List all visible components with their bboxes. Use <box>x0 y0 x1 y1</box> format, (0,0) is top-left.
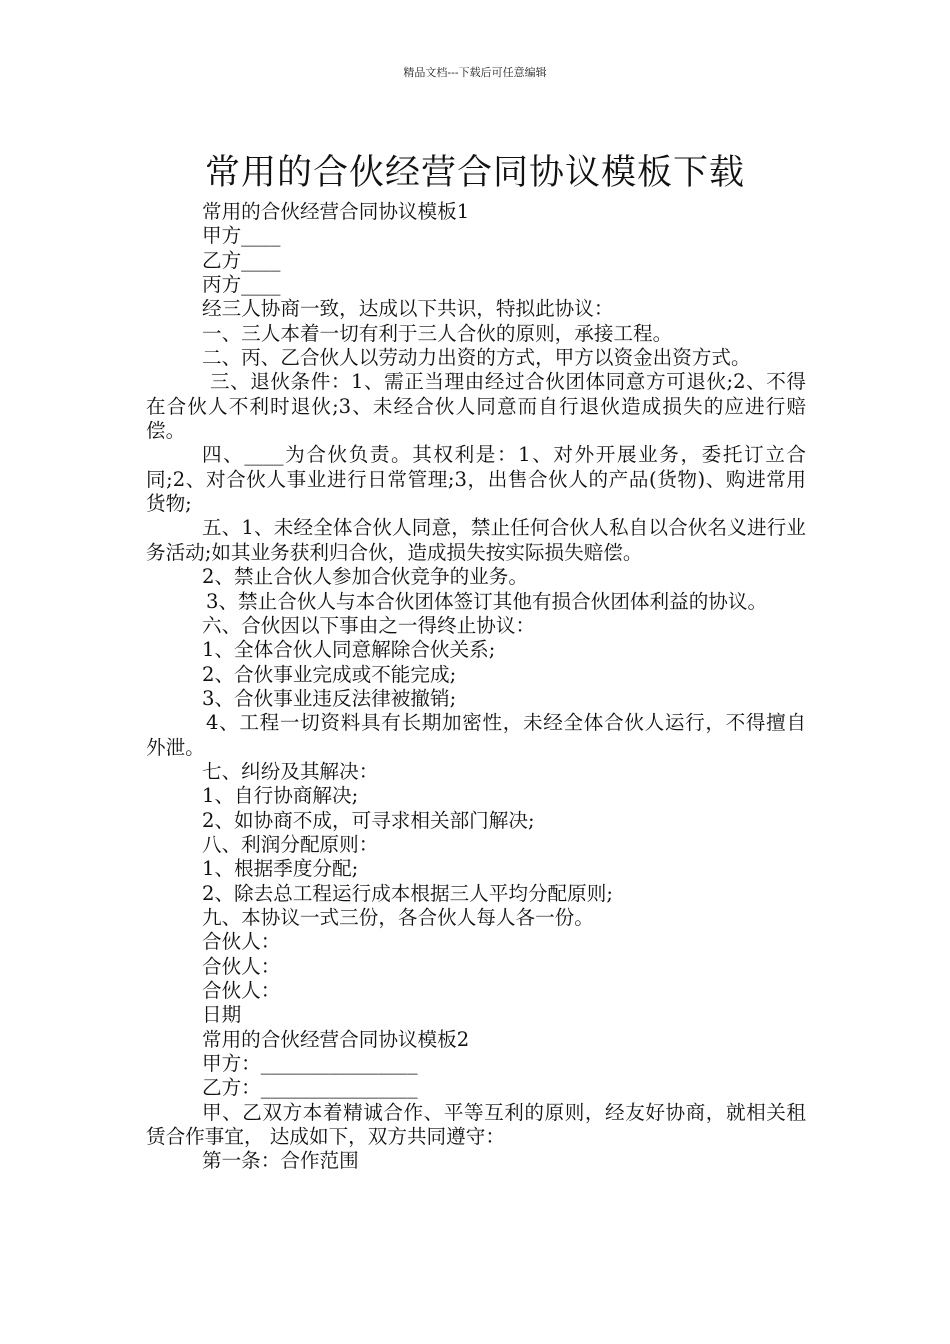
sub-clause: 1、自行协商解决; <box>202 784 359 808</box>
paragraph: 甲、乙双方本着精诚合作、平等互利的原则，经友好协商，就相关租赁合作事宜， 达成如下，双方共同遵守： <box>146 1100 806 1149</box>
clause: 七、纠纷及其解决： <box>202 759 379 783</box>
date-line: 日期 <box>202 1003 242 1027</box>
article-heading: 第一条：合作范围 <box>202 1149 359 1173</box>
clause: 六、合伙因以下事由之一得终止协议： <box>202 613 536 637</box>
document-body <box>146 200 806 1174</box>
sub-clause: 3、禁止合伙人与本合伙团体签订其他有损合伙团体利益的协议。 <box>206 589 768 613</box>
section-heading: 常用的合伙经营合同协议模板1 <box>202 200 470 223</box>
party-line: 乙方____ <box>202 248 281 272</box>
sub-clause: 4、工程一切资料具有长期加密性，未经全体合伙人运行，不得擅自外泄。 <box>146 711 806 759</box>
party-line: 乙方：________________ <box>202 1076 418 1100</box>
sub-clause: 2、除去总工程运行成本根据三人平均分配原则; <box>202 881 613 905</box>
party-line: 甲方：________________ <box>202 1052 418 1076</box>
sub-clause: 2、如协商不成，可寻求相关部门解决; <box>202 808 535 832</box>
sub-clause: 1、全体合伙人同意解除合伙关系; <box>202 638 496 662</box>
clause: 二、丙、乙合伙人以劳动力出资的方式，甲方以资金出资方式。 <box>202 346 751 370</box>
signature-line: 合伙人： <box>202 930 281 954</box>
page-header: 精品文档---下载后可任意编辑 <box>403 66 547 79</box>
document-title: 常用的合伙经营合同协议模板下载 <box>204 153 745 194</box>
signature-line: 合伙人： <box>202 954 281 978</box>
signature-line: 合伙人： <box>202 979 281 1002</box>
clause: 五、1、未经全体合伙人同意，禁止任何合伙人私自以合伙名义进行业务活动;如其业务获利归合伙，造成损失按实际损失赔偿。 <box>146 516 806 564</box>
party-line: 甲方____ <box>202 224 281 248</box>
sub-clause: 2、合伙事业完成或不能完成; <box>202 662 457 686</box>
sub-clause: 3、合伙事业违反法律被撤销; <box>202 686 457 710</box>
party-line: 丙方____ <box>202 273 281 297</box>
clause: 一、三人本着一切有利于三人合伙的原则，承接工程。 <box>202 321 673 345</box>
sub-clause: 1、根据季度分配; <box>202 857 359 881</box>
sub-clause: 2、禁止合伙人参加合伙竞争的业务。 <box>202 565 528 589</box>
clause: 四、____为合伙负责。其权利是：1、对外开展业务，委托订立合同;2、对合伙人事业进行日常管理;3，出售合伙人的产品(货物)、购进常用货物; <box>146 443 806 516</box>
clause: 九、本协议一式三份，各合伙人每人各一份。 <box>202 905 594 929</box>
clause: 八、利润分配原则： <box>202 832 379 856</box>
section-heading: 常用的合伙经营合同协议模板2 <box>202 1027 470 1051</box>
clause: 三、退伙条件：1、需正当理由经过合伙团体同意方可退伙;2、不得在合伙人不利时退伙;3、未经合伙人同意而自行退伙造成损失的应进行赔偿。 <box>146 370 806 443</box>
paragraph: 经三人协商一致，达成以下共识，特拟此协议： <box>202 297 614 321</box>
